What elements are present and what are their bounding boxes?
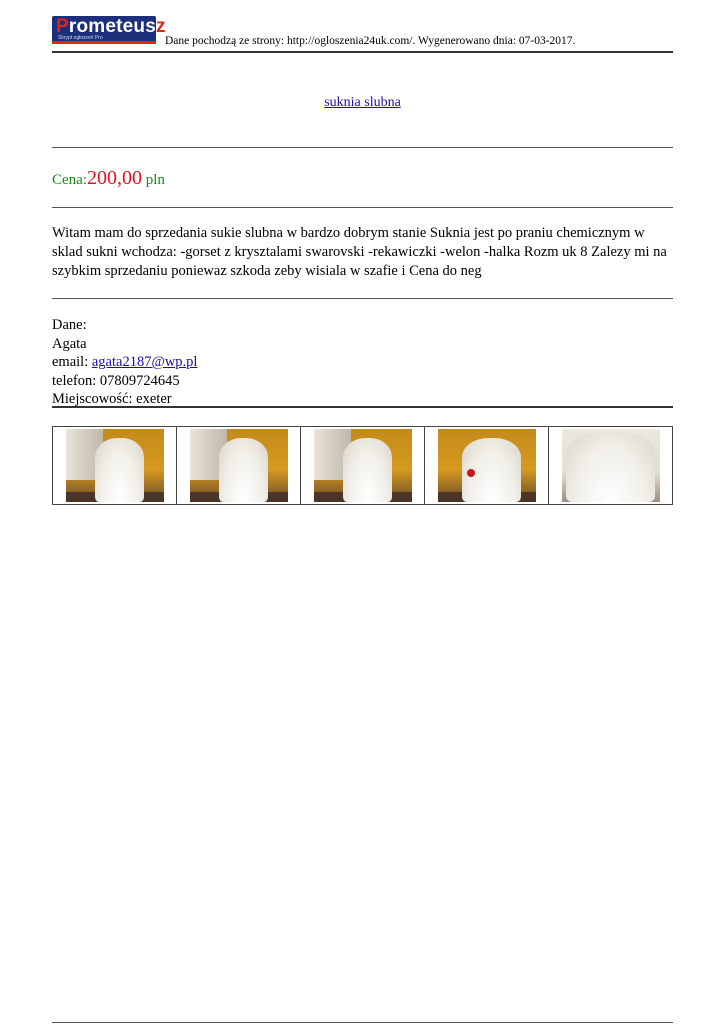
dress-photo-1[interactable] xyxy=(66,429,164,502)
contact-name: Agata xyxy=(52,335,87,352)
divider xyxy=(52,298,673,299)
contact-email-row xyxy=(52,353,197,372)
listing-title-link[interactable]: suknia slubna xyxy=(324,95,401,110)
gallery-cell[interactable] xyxy=(176,426,301,505)
price-value: 200,00 xyxy=(87,167,142,189)
price-label: Cena: xyxy=(52,172,87,188)
gallery-cell[interactable] xyxy=(300,426,425,505)
divider xyxy=(52,207,673,208)
photo-gallery xyxy=(52,426,673,505)
contact-city: Miejscowość: exeter xyxy=(52,391,172,407)
dress-photo-5[interactable] xyxy=(562,429,660,502)
contact-phone: telefon: 07809724645 xyxy=(52,372,180,389)
dress-photo-4[interactable] xyxy=(438,429,536,502)
footer-divider xyxy=(52,1022,673,1023)
divider xyxy=(52,406,673,408)
gallery-cell[interactable] xyxy=(424,426,549,505)
divider xyxy=(52,147,673,148)
gallery-cell[interactable] xyxy=(52,426,177,505)
source-note: Dane pochodzą ze strony: http://ogloszenia24uk.com/. Wygenerowano dnia: 07-03-2017. xyxy=(165,35,576,47)
gallery-cell[interactable] xyxy=(548,426,673,505)
logo-wordmark: Prometeusz xyxy=(56,16,166,37)
header-divider xyxy=(52,51,673,53)
logo-stripe xyxy=(52,41,156,44)
contact-heading: Dane: xyxy=(52,317,87,333)
email-label: email: xyxy=(52,354,92,370)
dress-photo-2[interactable] xyxy=(190,429,288,502)
dress-photo-3[interactable] xyxy=(314,429,412,502)
email-link[interactable]: agata2187@wp.pl xyxy=(91,354,198,370)
listing-description: Witam mam do sprzedania sukie slubna w bardzo dobrym stanie Suknia jest po praniu chemicznym w sklad sukni wchodza: -gorset z krysztalami swarovski -rekawiczki -welon -halka Rozm uk 8 Zalezy mi na szybkim sprzedaniu poniewaz szkoda zeby wisiala w szafie i Cena do neg xyxy=(52,225,667,279)
logo-tagline: Skrypt ogłoszeń Pro xyxy=(58,35,103,41)
listing-title xyxy=(0,95,725,111)
price xyxy=(52,167,165,190)
prometeusz-logo xyxy=(52,16,166,44)
price-currency: pln xyxy=(145,172,165,188)
contact-block xyxy=(52,316,197,409)
